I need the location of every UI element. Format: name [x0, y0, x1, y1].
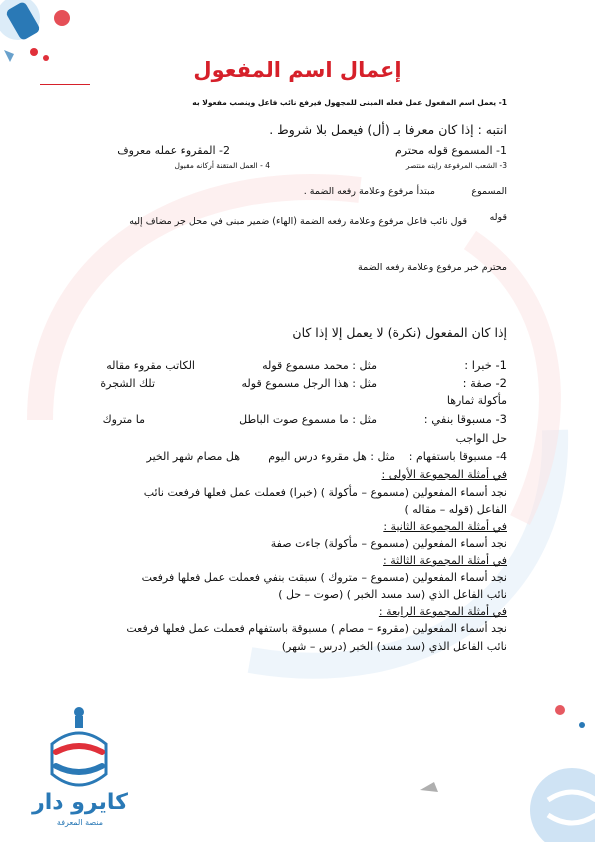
parse-2-desc: قول نائب فاعل مرفوع وعلامة رفعه الضمة (الهاء) ضمير مبنى في محل جر مضاف إليه [129, 216, 467, 227]
condition-2-example-2: تلك الشجرة [100, 377, 155, 390]
title-underline [40, 84, 90, 85]
corner-splash-icon [0, 0, 70, 62]
condition-3-example-1: مثل : ما مسموع صوت الباطل [239, 413, 377, 426]
condition-3-continuation: حل الواجب [455, 432, 507, 445]
condition-2-continuation: مأكولة ثمارها [446, 394, 507, 407]
condition-2-example-1: مثل : هذا الرجل مسموع قوله [241, 377, 377, 390]
group-2-title: في أمثلة المجموعة الثانية : [383, 520, 507, 533]
group-4-line-2: نائب الفاعل الذي (سد مسد) الخبر (درس – شهر) [281, 640, 507, 653]
condition-4-label: 4- مسبوقا باستفهام : [408, 450, 507, 463]
condition-1-example-2: الكاتب مقروء مقاله [106, 359, 195, 372]
example-1: 1- المسموع قوله محترم [394, 144, 507, 157]
parse-1-word: المسموع [471, 186, 507, 197]
example-3: 3- الشعب المرفوعة رايته منتصر [405, 161, 507, 170]
rule-1: 1- يعمل اسم المفعول عمل فعله المبنى للمجهول فيرفع نائب فاعل وينصب مفعولا به [192, 98, 507, 107]
corner-logo-mark-icon [420, 705, 595, 842]
condition-2-label: 2- صفة : [462, 376, 507, 390]
group-1-line-1: نجد أسماء المفعولين (مسموع – مأكولة ) (خبرا) فعملت عمل فعلها فرفعت نائب [143, 486, 507, 499]
group-2-line-1: نجد أسماء المفعولين (مسموع – مأكولة) جاءت صفة [270, 537, 507, 550]
parse-2-word: قوله [489, 212, 507, 223]
group-3-line-2: نائب الفاعل الذي (سد مسد الخبر ) (صوت – حل ) [278, 588, 507, 601]
group-3-title: في أمثلة المجموعة الثالثة : [383, 554, 507, 567]
brand-tagline: منصة المعرفة [56, 818, 104, 827]
example-2: 2- المقروء عمله معروف [117, 144, 230, 157]
group-4-title: في أمثلة المجموعة الرابعة : [378, 605, 507, 618]
group-4-line-1: نجد أسماء المفعولين (مقروء – مصام ) مسبوقة باستفهام فعملت عمل فعلها فرفعت [126, 622, 507, 635]
condition-4-example-2: هل مصام شهر الخير [146, 450, 240, 463]
group-1-line-2: الفاعل (قوله – مقاله ) [404, 503, 507, 516]
parse-3: محترم خبر مرفوع وعلامة رفعه الضمة [357, 262, 507, 273]
condition-1-label: 1- خبرا : [464, 358, 507, 372]
condition-3-example-2: ما متروك [102, 413, 145, 426]
brand-name: كايرو دار [32, 790, 128, 815]
group-1-title: في أمثلة المجموعة الأولى : [381, 468, 507, 481]
condition-4-example-1: مثل : هل مقروء درس اليوم [268, 450, 395, 463]
condition-1-example-1: مثل : محمد مسموع قوله [262, 359, 377, 372]
group-3-line-1: نجد أسماء المفعولين (مسموع – متروك ) سبقت بنفي فعملت عمل فعلها فرفعت [141, 571, 507, 584]
note-indefinite: إذا كان المفعول (نكرة) لا يعمل إلا إذا كان [292, 325, 507, 340]
page-title: إعمال اسم المفعول [193, 58, 402, 82]
note-definite: انتبه : إذا كان معرفا بـ (أل) فيعمل بلا شروط . [269, 122, 507, 137]
example-4: 4 - العمل المتقنة أركانه مقبول [174, 161, 270, 170]
parse-1-desc: مبتدأ مرفوع وعلامة رفعه الضمة . [303, 186, 435, 197]
condition-3-label: 3- مسبوقا بنفي : [423, 412, 507, 426]
